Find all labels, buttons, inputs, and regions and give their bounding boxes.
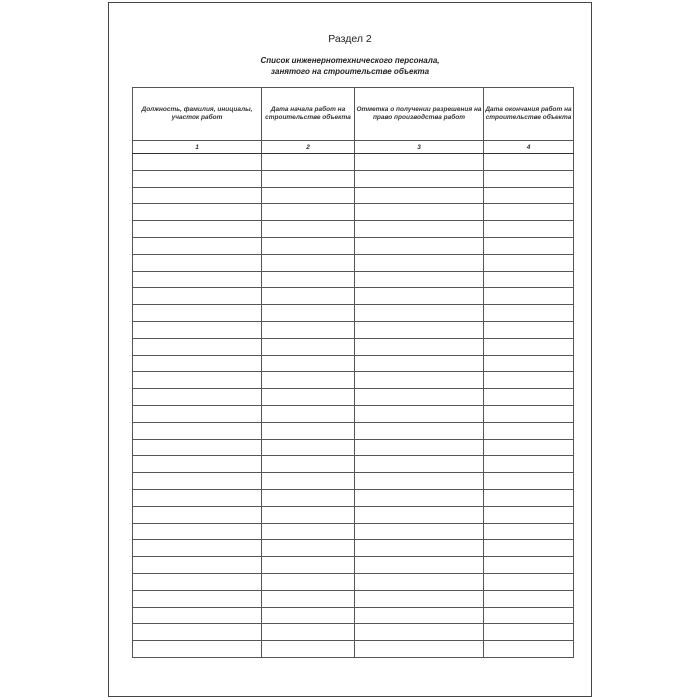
table-cell bbox=[484, 506, 574, 523]
table-cell bbox=[262, 170, 355, 187]
table-cell bbox=[484, 389, 574, 406]
table-cell bbox=[355, 506, 484, 523]
table-cell bbox=[484, 288, 574, 305]
table-cell bbox=[133, 506, 262, 523]
table-row bbox=[133, 573, 574, 590]
table-cell bbox=[262, 540, 355, 557]
table-cell bbox=[484, 489, 574, 506]
table-cell bbox=[133, 237, 262, 254]
column-header-start-date: Дата начала работ на строительстве объекта bbox=[262, 88, 355, 141]
table-cell bbox=[262, 355, 355, 372]
table-cell bbox=[484, 422, 574, 439]
table-cell bbox=[262, 305, 355, 322]
table-cell bbox=[133, 456, 262, 473]
table-cell bbox=[355, 154, 484, 171]
table-row bbox=[133, 506, 574, 523]
table-cell bbox=[484, 473, 574, 490]
table-cell bbox=[484, 624, 574, 641]
table-cell bbox=[484, 557, 574, 574]
table-cell bbox=[133, 590, 262, 607]
table-row bbox=[133, 439, 574, 456]
table-cell bbox=[262, 237, 355, 254]
table-cell bbox=[262, 271, 355, 288]
table-cell bbox=[133, 405, 262, 422]
table-cell bbox=[262, 641, 355, 658]
header-row bbox=[133, 88, 574, 141]
table-cell bbox=[484, 254, 574, 271]
table-cell bbox=[133, 422, 262, 439]
table-cell bbox=[355, 456, 484, 473]
table-cell bbox=[262, 338, 355, 355]
table-cell bbox=[484, 271, 574, 288]
table-cell bbox=[484, 187, 574, 204]
column-header-end-date: Дата окончания работ на строительстве объекта bbox=[484, 88, 574, 141]
table-cell bbox=[133, 372, 262, 389]
table-row bbox=[133, 422, 574, 439]
table-cell bbox=[484, 372, 574, 389]
table-cell bbox=[484, 439, 574, 456]
table-cell bbox=[484, 456, 574, 473]
table-row bbox=[133, 221, 574, 238]
table-cell bbox=[484, 170, 574, 187]
table-cell bbox=[355, 187, 484, 204]
table-row bbox=[133, 641, 574, 658]
table-cell bbox=[484, 590, 574, 607]
table-cell bbox=[133, 170, 262, 187]
table-row bbox=[133, 170, 574, 187]
table-cell bbox=[262, 204, 355, 221]
table-row bbox=[133, 338, 574, 355]
table-cell bbox=[355, 557, 484, 574]
table-cell bbox=[355, 523, 484, 540]
table-cell bbox=[133, 489, 262, 506]
table-cell bbox=[355, 489, 484, 506]
table-row bbox=[133, 557, 574, 574]
table-row bbox=[133, 305, 574, 322]
table-cell bbox=[262, 473, 355, 490]
table-cell bbox=[133, 338, 262, 355]
table-cell bbox=[484, 405, 574, 422]
table-cell bbox=[133, 439, 262, 456]
table-row bbox=[133, 254, 574, 271]
table-cell bbox=[262, 573, 355, 590]
table-cell bbox=[355, 473, 484, 490]
table-cell bbox=[262, 624, 355, 641]
table-cell bbox=[133, 624, 262, 641]
table-cell bbox=[262, 456, 355, 473]
table-row bbox=[133, 154, 574, 171]
table-cell bbox=[133, 204, 262, 221]
table-cell bbox=[133, 523, 262, 540]
table-cell bbox=[262, 154, 355, 171]
table-row bbox=[133, 237, 574, 254]
table-cell bbox=[262, 607, 355, 624]
table-cell bbox=[262, 523, 355, 540]
table-cell bbox=[355, 237, 484, 254]
column-header-permit-mark: Отметка о получении разрешения на право производства работ bbox=[355, 88, 484, 141]
column-number-row bbox=[133, 141, 574, 154]
table-cell bbox=[484, 154, 574, 171]
table-cell bbox=[355, 288, 484, 305]
table-row bbox=[133, 624, 574, 641]
table-row bbox=[133, 187, 574, 204]
table-row bbox=[133, 590, 574, 607]
table-cell bbox=[133, 473, 262, 490]
column-number: 3 bbox=[355, 141, 484, 154]
table-cell bbox=[133, 187, 262, 204]
table-row bbox=[133, 456, 574, 473]
table-cell bbox=[355, 573, 484, 590]
table-row bbox=[133, 204, 574, 221]
table-row bbox=[133, 355, 574, 372]
table-row bbox=[133, 271, 574, 288]
table-cell bbox=[355, 271, 484, 288]
table-cell bbox=[133, 221, 262, 238]
table-cell bbox=[484, 305, 574, 322]
table-row bbox=[133, 489, 574, 506]
table-cell bbox=[262, 422, 355, 439]
table-cell bbox=[484, 204, 574, 221]
table-cell bbox=[262, 489, 355, 506]
table-cell bbox=[355, 641, 484, 658]
table-cell bbox=[262, 187, 355, 204]
table-cell bbox=[484, 523, 574, 540]
table-title-line-1: Список инженернотехнического персонала, bbox=[260, 56, 440, 65]
table-cell bbox=[355, 170, 484, 187]
table-cell bbox=[262, 254, 355, 271]
table-row bbox=[133, 473, 574, 490]
table-cell bbox=[262, 372, 355, 389]
table-cell bbox=[355, 624, 484, 641]
table-cell bbox=[355, 389, 484, 406]
table-cell bbox=[484, 540, 574, 557]
table-cell bbox=[355, 439, 484, 456]
table-cell bbox=[484, 221, 574, 238]
table-cell bbox=[355, 540, 484, 557]
table-cell bbox=[262, 321, 355, 338]
table-cell bbox=[355, 405, 484, 422]
table-cell bbox=[262, 506, 355, 523]
table-cell bbox=[262, 405, 355, 422]
table-row bbox=[133, 607, 574, 624]
table-cell bbox=[133, 557, 262, 574]
table-cell bbox=[355, 607, 484, 624]
column-number: 2 bbox=[262, 141, 355, 154]
table-cell bbox=[355, 338, 484, 355]
table-cell bbox=[133, 288, 262, 305]
table-cell bbox=[133, 607, 262, 624]
table-cell bbox=[484, 321, 574, 338]
table-cell bbox=[355, 321, 484, 338]
table-body bbox=[133, 154, 574, 658]
table-cell bbox=[355, 372, 484, 389]
table-cell bbox=[133, 321, 262, 338]
section-title: Раздел 2 bbox=[328, 33, 372, 45]
table-title bbox=[109, 55, 591, 77]
table-cell bbox=[355, 355, 484, 372]
table-row bbox=[133, 372, 574, 389]
table-cell bbox=[133, 154, 262, 171]
table-row bbox=[133, 523, 574, 540]
table-row bbox=[133, 405, 574, 422]
table-cell bbox=[262, 557, 355, 574]
document-page bbox=[108, 2, 592, 697]
table-cell bbox=[133, 573, 262, 590]
table-cell bbox=[262, 221, 355, 238]
table-row bbox=[133, 540, 574, 557]
table-row bbox=[133, 389, 574, 406]
table-cell bbox=[133, 540, 262, 557]
table-cell bbox=[133, 254, 262, 271]
table-cell bbox=[355, 305, 484, 322]
table-cell bbox=[355, 254, 484, 271]
table-cell bbox=[133, 305, 262, 322]
table-cell bbox=[133, 389, 262, 406]
column-header-position: Должность, фамилия, инициалы, участок работ bbox=[133, 88, 262, 141]
table-row bbox=[133, 288, 574, 305]
table-cell bbox=[355, 422, 484, 439]
personnel-table bbox=[132, 87, 574, 658]
table-title-line-2: занятого на строительстве объекта bbox=[270, 67, 430, 76]
table-cell bbox=[355, 590, 484, 607]
table-cell bbox=[484, 641, 574, 658]
table-cell bbox=[262, 590, 355, 607]
table-cell bbox=[484, 573, 574, 590]
table-cell bbox=[133, 355, 262, 372]
table-cell bbox=[133, 271, 262, 288]
table-cell bbox=[355, 204, 484, 221]
table-cell bbox=[262, 389, 355, 406]
table-cell bbox=[133, 641, 262, 658]
column-number: 1 bbox=[133, 141, 262, 154]
table-cell bbox=[484, 607, 574, 624]
table-cell bbox=[262, 288, 355, 305]
table-cell bbox=[484, 237, 574, 254]
table-row bbox=[133, 321, 574, 338]
column-number: 4 bbox=[484, 141, 574, 154]
table-cell bbox=[355, 221, 484, 238]
table-cell bbox=[484, 355, 574, 372]
table-cell bbox=[262, 439, 355, 456]
table-cell bbox=[484, 338, 574, 355]
